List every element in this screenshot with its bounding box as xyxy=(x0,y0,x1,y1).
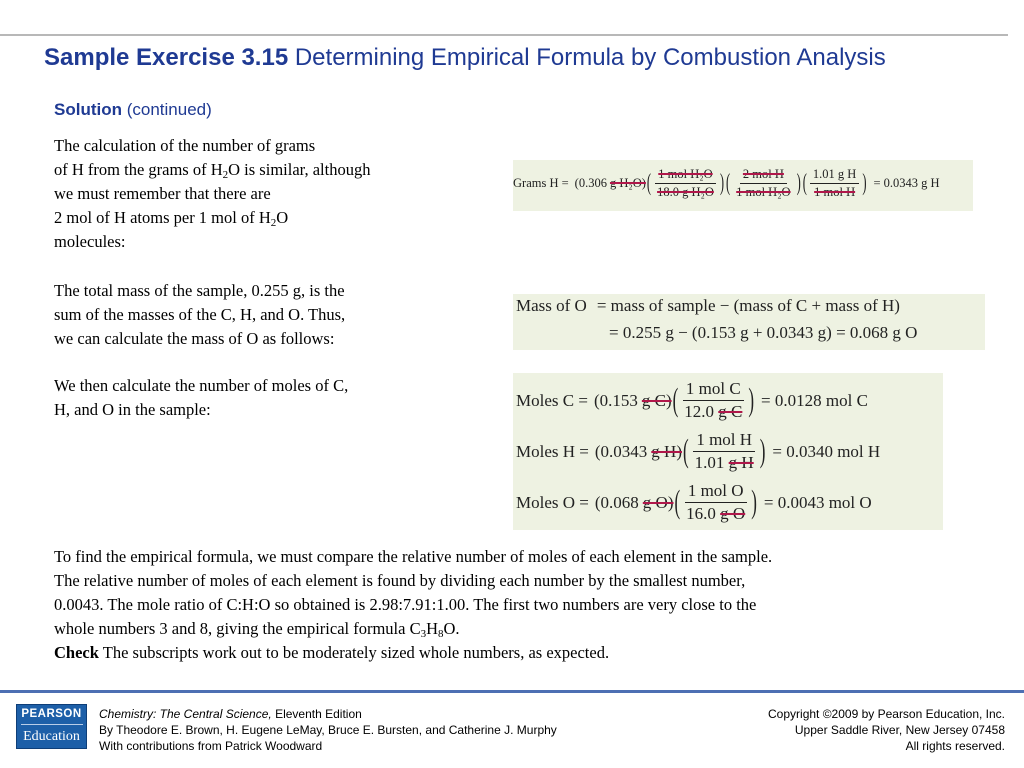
text-line: whole numbers 3 and 8, giving the empirical formula $C_3H_8O$. xyxy=(54,619,460,640)
paragraph-mass-o xyxy=(54,279,345,351)
book-title: Chemistry: The Central Science, xyxy=(99,707,272,721)
footer-rule xyxy=(0,690,1024,693)
text-line: The calculation of the number of grams xyxy=(54,136,316,155)
text-line: we must remember that there are xyxy=(54,184,271,203)
book-authors: By Theodore E. Brown, H. Eugene LeMay, Bruce E. Bursten, and Catherine J. Murphy xyxy=(99,723,557,737)
moles-row-o: Moles O = (0.068 g O) ( $\frac{\text{1 mol O}}{\text{16.0 g O}}$ ) = 0.0043 mol O xyxy=(516,481,872,523)
fraction-atomic-mass-h: $\frac{\text{1.01 g H}}{\text{1 mol H}}$ xyxy=(810,167,859,200)
text-line: We then calculate the number of moles of C, xyxy=(54,376,349,395)
equation-moles xyxy=(513,373,943,530)
title-topic: Determining Empirical Formula by Combustion Analysis xyxy=(294,44,886,71)
eq-given-unit: g H₂O) xyxy=(609,176,646,190)
text-line: H, and O in the sample: xyxy=(54,400,211,419)
moles-row-h: Moles H = (0.0343 g H) ( $\frac{\text{1 mol H}}{\text{1.01 g H}}$ ) = 0.0340 mol H xyxy=(516,430,881,472)
equation-mass-o xyxy=(513,294,985,350)
solution-continued: (continued) xyxy=(126,100,212,119)
paragraph-grams-h xyxy=(54,134,370,254)
text-line: we can calculate the mass of O as follows: xyxy=(54,329,335,348)
title-exercise-number: Sample Exercise 3.15 xyxy=(44,44,289,71)
text-line: sum of the masses of the C, H, and O. Thus, xyxy=(54,305,346,324)
solution-heading xyxy=(54,100,212,120)
eq-line-2: = 0.255 g − (0.153 g + 0.0343 g) = 0.068 g O xyxy=(609,323,918,342)
eq-given-value: (0.306 xyxy=(574,176,607,190)
solution-label: Solution xyxy=(54,100,122,119)
book-contributions: With contributions from Patrick Woodward xyxy=(99,739,323,753)
check-line: Check The subscripts work out to be moderately sized whole numbers, as expected. xyxy=(54,643,610,662)
text-line: The total mass of the sample, 0.255 g, is the xyxy=(54,281,345,300)
eq-lhs: Grams H = xyxy=(513,176,569,190)
text-line: of H from the grams of $H_2O$ is similar, although xyxy=(54,160,371,181)
book-edition: Eleventh Edition xyxy=(271,707,362,721)
eq-result: = 0.0343 g H xyxy=(873,176,940,190)
eq-line-1: = mass of sample − (mass of C + mass of H) xyxy=(596,296,900,315)
eq-lhs: Mass of O xyxy=(516,296,587,315)
slide-title xyxy=(44,44,886,72)
text-line: 2 mol of H atoms per 1 mol of $H_2O$ xyxy=(54,208,289,229)
footer-copyright: Copyright ©2009 by Pearson Education, Inc. Upper Saddle River, New Jersey 07458 All rights reserved. xyxy=(768,707,1005,753)
text-line: To find the empirical formula, we must compare the relative number of moles of each element in the sample. xyxy=(54,547,773,566)
text-line: The relative number of moles of each element is found by dividing each number by the smallest number, xyxy=(54,571,746,590)
paragraph-moles xyxy=(54,374,348,422)
fraction-mol-ratio: $\frac{\text{2 mol H}}{\text{1 mol H₂O}}$ xyxy=(736,167,791,199)
text-line: 0.0043. The mole ratio of C:H:O so obtained is 2.98:7.91:1.00. The first two numbers are very close to the xyxy=(54,595,757,614)
check-label: Check xyxy=(54,643,99,662)
paragraph-empirical-formula xyxy=(54,545,954,665)
moles-row-c: Moles C = (0.153 g C) ( $\frac{\text{1 mol C}}{\text{12.0 g C}}$ ) = 0.0128 mol C xyxy=(516,379,868,421)
footer-citation xyxy=(99,706,557,754)
pearson-logo: PEARSON Education xyxy=(16,704,87,749)
text-line: molecules: xyxy=(54,232,126,251)
equation-grams-h: Grams H = (0.306 g H₂O) ( $\frac{\text{1 mol H₂O}}{\text{18.0 g H₂O}}$ ) ( $\frac{\text{2 mol H}}{\text{1 mol H₂O}}$ ) ( $\frac{\text{1.01 g H}}{\text{1 mol H}}$ ) = 0.0343 g H xyxy=(513,160,973,211)
fraction-molar-mass-water: $\frac{\text{1 mol H₂O}}{\text{18.0 g H₂O}}$ xyxy=(657,167,714,199)
top-rule xyxy=(0,34,1008,36)
